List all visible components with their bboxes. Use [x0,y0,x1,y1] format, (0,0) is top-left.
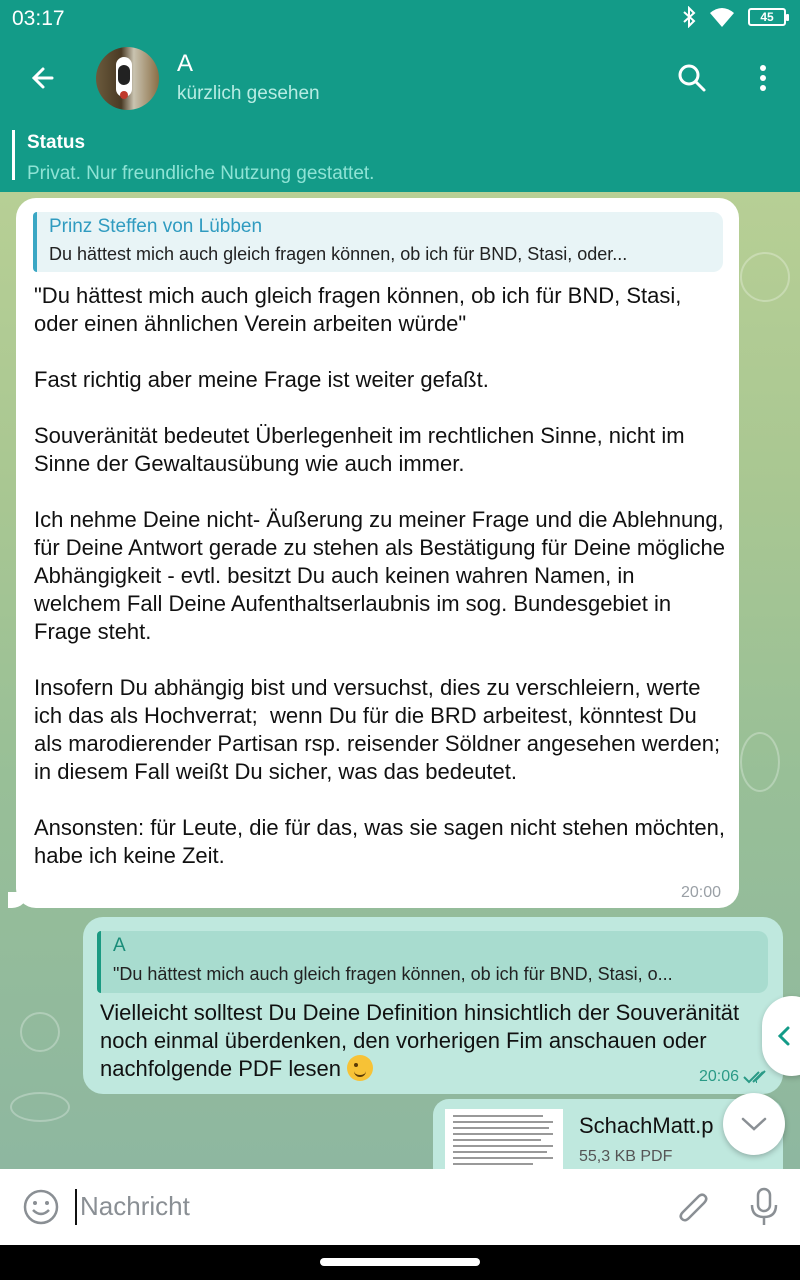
chat-header [0,38,800,120]
bluetooth-icon [682,6,696,28]
message-text: Vielleicht solltest Du Deine Definition hinsichtlich der Souveränität noch einmal überdenken, den vorherigen Fim anschauen oder nachfolgende PDF lesen [100,1000,740,1081]
reply-text: "Du hättest mich auch gleich fragen können, ob ich für BND, Stasi, o... [113,964,673,984]
reply-text: Du hättest mich auch gleich fragen können, ob ich für BND, Stasi, oder... [49,244,628,264]
contact-name[interactable]: A [177,50,194,77]
incoming-message[interactable] [16,198,739,908]
message-time: 20:00 [680,884,721,901]
reply-quote[interactable] [97,931,768,993]
more-vertical-icon[interactable] [748,58,778,98]
home-gesture-handle[interactable] [320,1258,480,1266]
double-check-icon [743,1070,771,1084]
chevron-left-icon [774,1024,794,1048]
outgoing-message[interactable] [83,917,783,1094]
avatar[interactable] [96,47,159,110]
pinned-title: Status [27,132,86,153]
back-arrow-icon[interactable] [24,58,64,98]
reply-quote[interactable] [33,212,723,272]
wifi-icon [710,7,734,27]
winking-face-emoji-icon [347,1055,373,1081]
paperclip-icon[interactable] [672,1187,712,1227]
message-time: 20:06 [698,1068,739,1085]
reply-sender: A [113,935,126,956]
file-size: 55,3 KB PDF [579,1148,673,1165]
message-input[interactable] [80,1183,640,1229]
system-navigation-bar [0,1245,800,1280]
scroll-to-bottom-button[interactable] [723,1093,785,1155]
emoji-icon[interactable] [22,1188,60,1226]
message-composer [0,1169,800,1245]
pdf-thumbnail[interactable] [445,1109,563,1169]
chat-area[interactable] [0,192,800,1169]
file-name: SchachMatt.p [579,1113,714,1138]
status-time: 03:17 [12,7,65,30]
pinned-message[interactable] [0,120,800,192]
message-text: "Du hättest mich auch gleich fragen können, ob ich für BND, Stasi, oder einen ähnlichen Verein arbeiten würde" Fast richtig aber meine Frage ist weiter gefaßt. Souveränität bedeutet Überlegenheit im rechtlichen Sinne, nicht im Sinne der Gewaltausübung wie auch immer. Ich nehme Deine nicht- Äußerung zu meiner Frage und die Ablehnung, für Deine Antwort gerade zu stehen als Bestätigung für Deine mögliche Abhängigkeit - evtl. besitzt Du auch keinen wahren Namen, in welchem Fall Deine Aufenthaltserlaubnis im sog. Bundesgebiet in Frage steht. Insofern Du abhängig bist und versuchst, dies zu verschleiern, werte ich das als Hochverrat; wenn Du für die BRD arbeitest, könntest Du als marodierender Partisan rsp. reisender Söldner angesehen werden; in diesem Fall weißt Du sicher, was das bedeutet. Ansonsten: für Leute, die für das, was sie sagen nicht stehen möchten, habe ich keine Zeit. [34,283,725,868]
status-bar [0,0,800,38]
search-icon[interactable] [672,58,712,98]
woodpecker-image [116,57,132,97]
battery-icon: 45 [748,8,786,26]
chevron-down-icon [741,1115,767,1133]
pinned-text: Privat. Nur freundliche Nutzung gestattet. [27,163,375,184]
last-seen-status: kürzlich gesehen [177,83,320,104]
side-panel-toggle[interactable] [762,996,800,1076]
reply-sender: Prinz Steffen von Lübben [49,216,263,237]
microphone-icon[interactable] [746,1187,782,1227]
